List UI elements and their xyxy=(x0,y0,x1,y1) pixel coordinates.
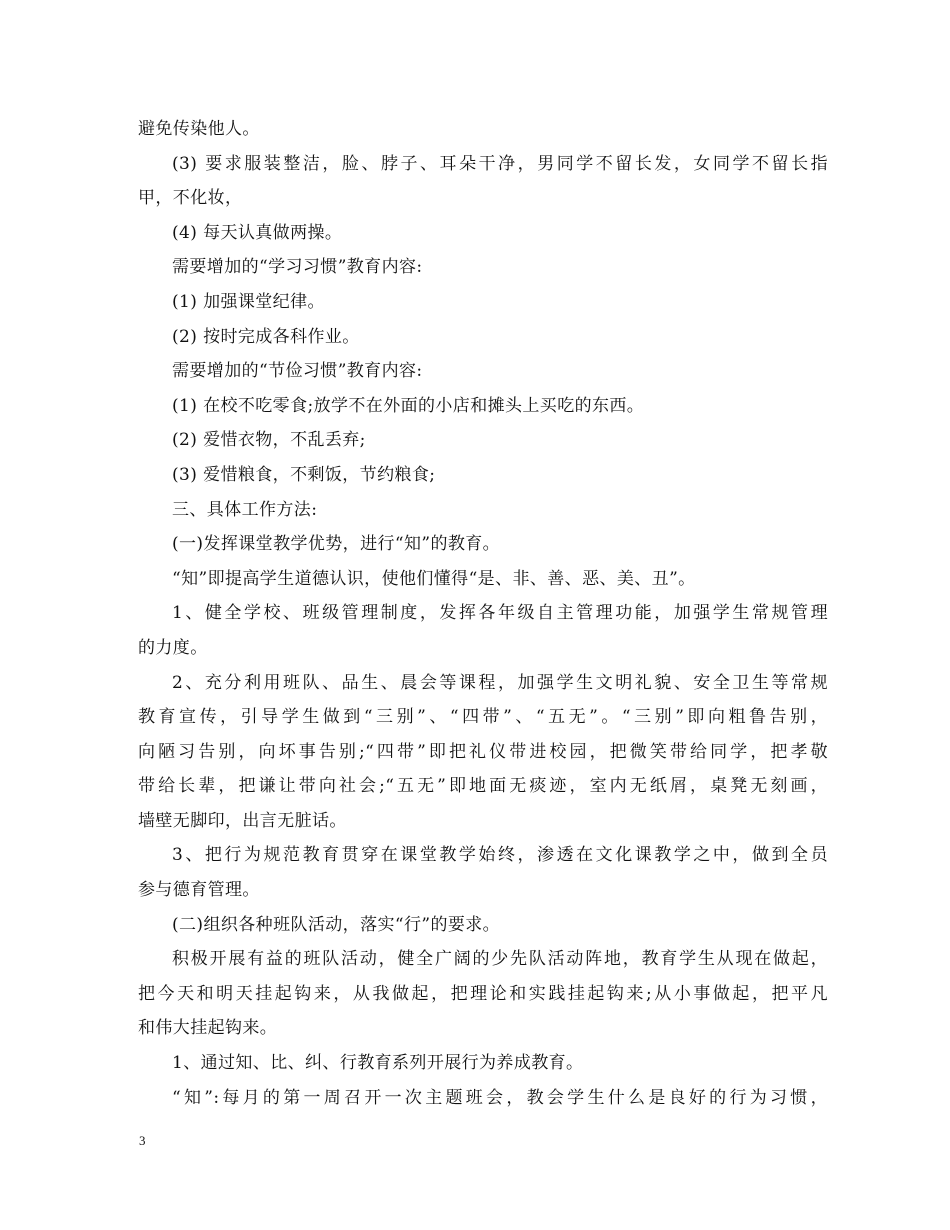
body-text xyxy=(138,112,828,1115)
text-line: 参与德育管理。 xyxy=(138,880,260,901)
section-heading: 三、具体工作方法: xyxy=(172,499,318,520)
text-line: 1、健全学校、班级管理制度，发挥各年级自主管理功能，加强学生常规管理 xyxy=(172,603,828,624)
text-line: (4) 每天认真做两操。 xyxy=(172,222,343,243)
text-line: 需要增加的“学习习惯”教育内容: xyxy=(172,257,423,278)
subsection-heading: (二)组织各种班队活动，落实“行”的要求。 xyxy=(172,914,501,935)
text-line: (2) 按时完成各科作业。 xyxy=(172,326,360,347)
text-line: 积极开展有益的班队活动，健全广阔的少先队活动阵地，教育学生从现在做起， xyxy=(172,949,828,970)
text-line: 和伟大挂起钩来。 xyxy=(138,1018,278,1039)
text-line: (3) 爱惜粮食，不剩饭，节约粮食; xyxy=(172,464,436,485)
text-line: (2) 爱惜衣物，不乱丢弃; xyxy=(172,430,366,451)
text-line: 需要增加的“节俭习惯”教育内容: xyxy=(172,361,423,382)
page-number: 3 xyxy=(139,1133,146,1148)
text-line: 教育宣传，引导学生做到“三别”、“四带”、“五无”。“三别”即向粗鲁告别， xyxy=(138,707,828,728)
text-line: (1) 加强课堂纪律。 xyxy=(172,291,325,312)
text-line: 墙壁无脚印，出言无脏话。 xyxy=(138,810,347,831)
subsection-heading: (一)发挥课堂教学优势，进行“知”的教育。 xyxy=(172,534,501,555)
text-line: (3) 要求服装整洁，脸、脖子、耳朵干净，男同学不留长发，女同学不留长指 xyxy=(172,153,828,174)
text-line: 把今天和明天挂起钩来，从我做起，把理论和实践挂起钩来;从小事做起，把平凡 xyxy=(138,983,828,1004)
text-line: 2、充分利用班队、品生、晨会等课程，加强学生文明礼貌、安全卫生等常规 xyxy=(172,672,828,693)
text-line: (1) 在校不吃零食;放学不在外面的小店和摊头上买吃的东西。 xyxy=(172,395,645,416)
text-line: 避免传染他人。 xyxy=(138,119,260,139)
text-line: 1、通过知、比、纠、行教育系列开展行为养成教育。 xyxy=(172,1053,584,1074)
text-line: 带给长辈，把谦让带向社会;“五无”即地面无痰迹，室内无纸屑，桌凳无刻画， xyxy=(138,776,828,797)
text-line: “知”即提高学生道德认识，使他们懂得“是、非、善、恶、美、丑”。 xyxy=(172,568,696,589)
text-line: “知”:每月的第一周召开一次主题班会，教会学生什么是良好的行为习惯， xyxy=(172,1087,828,1108)
text-line: 甲，不化妆， xyxy=(138,188,243,209)
text-line: 向陋习告别，向坏事告别;“四带”即把礼仪带进校园，把微笑带给同学，把孝敬 xyxy=(138,741,828,762)
text-line: 3、把行为规范教育贯穿在课堂教学始终，渗透在文化课教学之中，做到全员 xyxy=(172,845,828,866)
text-line: 的力度。 xyxy=(138,637,208,658)
